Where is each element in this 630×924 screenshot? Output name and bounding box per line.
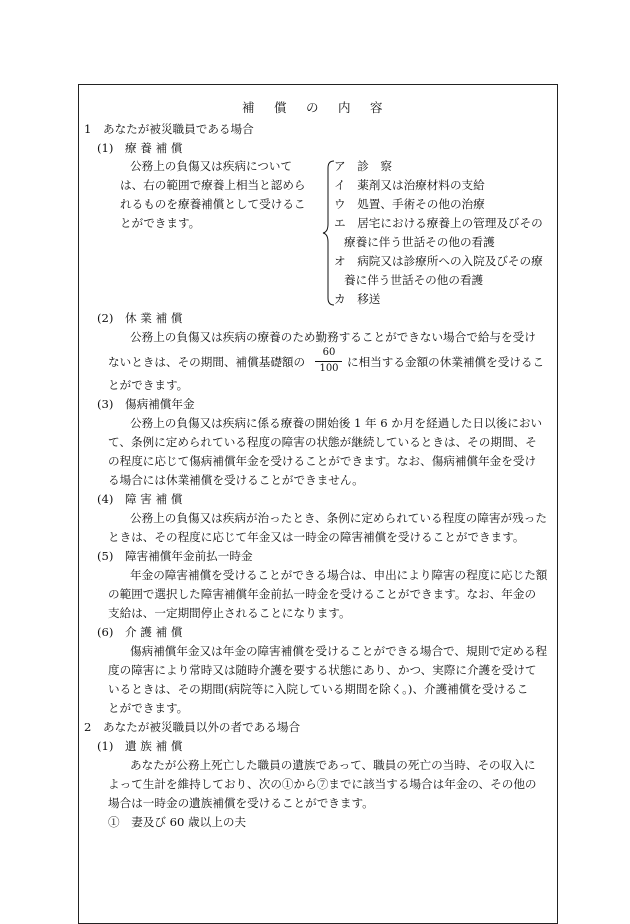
title-char: 内 xyxy=(338,100,351,115)
kaigo-line: 傷病補償年金又は年金の障害補償を受けることができる場合で、規則で定める程 xyxy=(130,644,548,658)
izoku-line: よって生計を維持しており、次の①から⑦までに該当する場合は年金の、その他の xyxy=(108,777,537,791)
ryoyo-item: カ 移送 xyxy=(334,292,381,306)
kyugyo-line: に相当する金額の休業補償を受けるこ xyxy=(347,355,545,369)
ryoyo-desc-line: は、右の範囲で療養上相当と認めら xyxy=(120,178,306,192)
shobyo-line: る場合には休業補償を受けることができません。 xyxy=(108,473,364,487)
kyugyo-heading: (2) 休 業 補 償 xyxy=(97,311,183,325)
shogai-line: 公務上の負傷又は疾病が治ったとき、条例に定められている程度の障害が残った xyxy=(130,511,547,525)
kaigo-line: いるときは、その期間(病院等に入院している期間を除く。)、介護補償を受けるこ xyxy=(108,682,529,696)
fraction-denominator: 100 xyxy=(319,363,339,374)
izoku-item: ① 妻及び 60 歳以上の夫 xyxy=(108,815,247,829)
ryoyo-item: イ 薬剤又は治療材料の支給 xyxy=(334,178,485,192)
maebarai-heading: (5) 障害補償年金前払一時金 xyxy=(97,549,253,563)
shobyo-line: の程度に応じて傷病補償年金を受けることができます。なお、傷病補償年金を受け xyxy=(108,454,537,468)
ryoyo-desc-line: とができます。 xyxy=(120,216,201,230)
ryoyo-item: 療養に伴う世話その他の看護 xyxy=(344,235,495,249)
kyugyo-line: とができます。 xyxy=(108,378,189,392)
izoku-line: あなたが公務上死亡した職員の遺族であって、職員の死亡の当時、その収入に xyxy=(130,758,536,772)
shogai-line: ときは、その程度に応じて年金又は一時金の障害補償を受けることができます。 xyxy=(108,530,525,544)
title-char: 容 xyxy=(370,100,383,115)
izoku-line: 場合は一時金の遺族補償を受けることができます。 xyxy=(108,796,374,810)
maebarai-line: 支給は、一定期間停止されることになります。 xyxy=(108,606,351,620)
ryoyo-heading: (1) 療 養 補 償 xyxy=(97,141,183,155)
ryoyo-desc-line: 公務上の負傷又は疾病について xyxy=(130,159,293,173)
ryoyo-item: ウ 処置、手術その他の治療 xyxy=(334,197,485,211)
title-char: 補 xyxy=(242,100,255,115)
ryoyo-desc-line: れるものを療養補償として受けるこ xyxy=(120,197,306,211)
shobyo-heading: (3) 傷病補償年金 xyxy=(97,397,195,411)
kyugyo-line: ないときは、その期間、補償基礎額の xyxy=(108,355,306,369)
izoku-heading: (1) 遺 族 補 償 xyxy=(97,739,183,753)
kaigo-line: とができます。 xyxy=(108,701,189,715)
fraction-numerator: 60 xyxy=(322,347,336,358)
title-char: 償 xyxy=(274,100,287,115)
kyugyo-line: 公務上の負傷又は疾病の療養のため勤務することができない場合で給与を受け xyxy=(130,330,536,344)
shogai-heading: (4) 障 害 補 償 xyxy=(97,492,183,506)
section-2-heading: 2 あなたが被災職員以外の者である場合 xyxy=(84,720,301,734)
shobyo-line: て、条例に定められている程度の障害の状態が継続しているときは、その期間、そ xyxy=(108,435,537,449)
shobyo-line: 公務上の負傷又は疾病に係る療養の開始後 1 年 6 か月を経過した日以後におい xyxy=(130,416,543,430)
maebarai-line: の範囲で選択した障害補償年金前払一時金を受けることができます。なお、年金の xyxy=(108,587,537,601)
kaigo-line: 度の障害により常時又は随時介護を要する状態にあり、かつ、実際に介護を受けて xyxy=(108,663,537,677)
ryoyo-item: エ 居宅における療養上の管理及びその xyxy=(334,216,543,230)
fraction-bar xyxy=(315,361,342,362)
title-char: の xyxy=(306,100,319,115)
kaigo-heading: (6) 介 護 補 償 xyxy=(97,625,183,639)
ryoyo-item: オ 病院又は診療所への入院及びその療 xyxy=(334,254,543,268)
maebarai-line: 年金の障害補償を受けることができる場合は、申出により障害の程度に応じた額 xyxy=(130,568,548,582)
ryoyo-item: ア 診 察 xyxy=(334,159,392,173)
ryoyo-item: 養に伴う世話その他の看護 xyxy=(344,273,484,287)
section-1-heading: 1 あなたが被災職員である場合 xyxy=(84,122,254,136)
